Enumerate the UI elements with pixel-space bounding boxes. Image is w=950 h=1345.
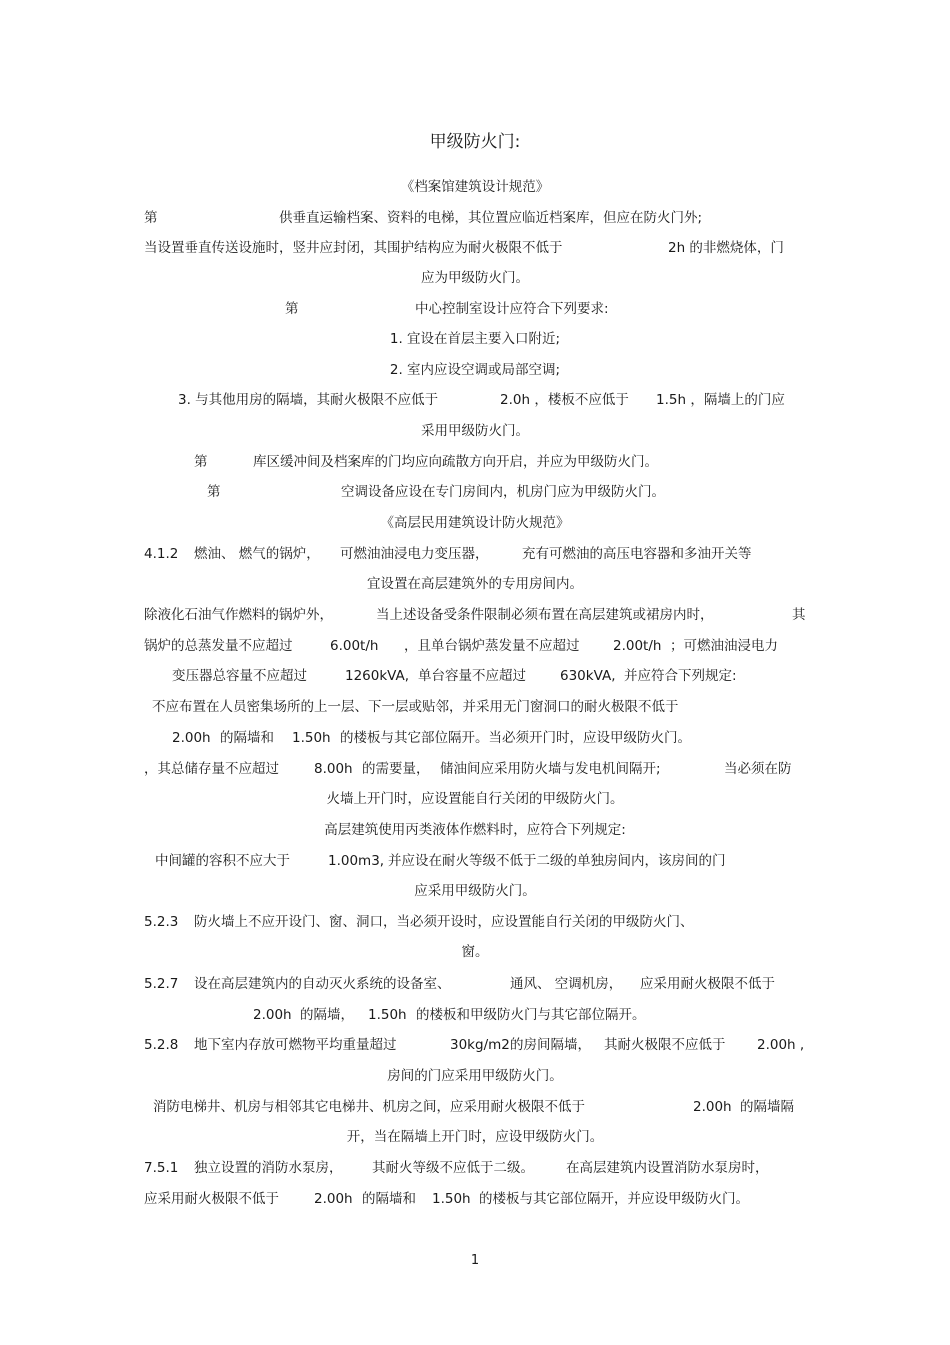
paragraph-text: 的隔墙和 xyxy=(220,730,274,746)
paragraph-text: 开，当在隔墙上开门时，应设甲级防火门。 xyxy=(346,1129,604,1145)
clause-number: 4.1.2 xyxy=(144,546,179,562)
paragraph-text: 30kg/m2 xyxy=(450,1037,510,1053)
paragraph-text: 窗。 xyxy=(461,944,489,960)
paragraph-text: 变压器总容量不应超过 xyxy=(172,668,307,684)
paragraph-text: 当上述设备受条件限制必须布置在高层建筑或裙房内时， xyxy=(376,607,714,623)
paragraph-text: 房间的门应采用甲级防火门。 xyxy=(387,1068,563,1084)
paragraph-text: 储油间应采用防火墙与发电机间隔开; xyxy=(440,761,661,777)
paragraph-text: 在高层建筑内设置消防水泵房时， xyxy=(566,1160,769,1176)
paragraph-text: 其 xyxy=(792,607,806,623)
paragraph-text: 2.00h , xyxy=(757,1037,805,1053)
paragraph-text: 供垂直运输档案、资料的电梯，其位置应临近档案库，但应在防火门外; xyxy=(279,210,703,226)
section-title-archive-code: 《档案馆建筑设计规范》 xyxy=(400,179,550,195)
paragraph-text: 1.50h xyxy=(432,1191,471,1207)
clause-number: 7.5.1 xyxy=(144,1160,179,1176)
clause-number: 5.2.8 xyxy=(144,1037,179,1053)
paragraph-text: 应采用耐火极限不低于 xyxy=(640,976,775,992)
paragraph-text: 6.00t/h xyxy=(330,638,379,654)
paragraph-text: 的楼板与其它部位隔开。当必须开门时，应设甲级防火门。 xyxy=(340,730,691,746)
paragraph-text: 可燃油油浸电力变压器， xyxy=(340,546,489,562)
paragraph-text: 其耐火等级不应低于二级。 xyxy=(372,1160,534,1176)
clause-label: 第 xyxy=(207,484,221,500)
paragraph-text: 1.00m3, xyxy=(328,853,385,869)
paragraph-text: 独立设置的消防水泵房， xyxy=(194,1160,343,1176)
paragraph-text: 2h 的非燃烧体，门 xyxy=(668,240,784,256)
paragraph-text: 应为甲级防火门。 xyxy=(421,270,529,286)
paragraph-text: 的隔墙隔 xyxy=(740,1099,794,1115)
paragraph-text: 宜设置在高层建筑外的专用房间内。 xyxy=(367,576,583,592)
clause-label: 第 xyxy=(144,210,158,226)
paragraph-text: 的楼板与其它部位隔开，并应设甲级防火门。 xyxy=(479,1191,749,1207)
list-item: 1. 宜设在首层主要入口附近; xyxy=(389,331,561,347)
paragraph-text: 1.50h xyxy=(368,1007,407,1023)
page-title: 甲级防火门: xyxy=(429,132,521,152)
paragraph-text: 中心控制室设计应符合下列要求: xyxy=(415,301,609,317)
paragraph-text: 充有可燃油的高压电容器和多油开关等 xyxy=(522,546,752,562)
paragraph-text: 消防电梯井、机房与相邻其它电梯井、机房之间，应采用耐火极限不低于 xyxy=(153,1099,585,1115)
paragraph-text: 630kVA, xyxy=(560,668,616,684)
paragraph-text: 应采用耐火极限不低于 xyxy=(144,1191,279,1207)
paragraph-text: 1260kVA, xyxy=(345,668,410,684)
paragraph-text: 并应符合下列规定: xyxy=(624,668,737,684)
paragraph-text: 2.00h xyxy=(314,1191,353,1207)
paragraph-text: 2.00t/h xyxy=(613,638,662,654)
paragraph-text: 的房间隔墙， xyxy=(510,1037,591,1053)
paragraph-text: 燃油、 燃气的锅炉， xyxy=(194,546,320,562)
list-item: 1.5h ，隔墙上的门应 xyxy=(656,392,785,408)
paragraph-text: 的隔墙， xyxy=(300,1007,354,1023)
paragraph-text: 2.00h xyxy=(693,1099,732,1115)
paragraph-text: 空调设备应设在专门房间内，机房门应为甲级防火门。 xyxy=(341,484,665,500)
paragraph-text: 通风、 空调机房， xyxy=(510,976,623,992)
paragraph-text: 并应设在耐火等级不低于二级的单独房间内，该房间的门 xyxy=(388,853,726,869)
clause-label: 第 xyxy=(285,301,299,317)
paragraph-text: 地下室内存放可燃物平均重量超过 xyxy=(194,1037,397,1053)
paragraph-text: 除液化石油气作燃料的锅炉外， xyxy=(144,607,333,623)
paragraph-text: ，且单台锅炉蒸发量不应超过 xyxy=(404,638,580,654)
section-title-highrise-code: 《高层民用建筑设计防火规范》 xyxy=(380,515,570,531)
paragraph-text: 库区缓冲间及档案库的门均应向疏散方向开启，并应为甲级防火门。 xyxy=(253,454,658,470)
paragraph-text: 2.00h xyxy=(253,1007,292,1023)
paragraph-text: 1.50h xyxy=(292,730,331,746)
page-number: 1 xyxy=(470,1253,480,1268)
paragraph-text: 单台容量不应超过 xyxy=(418,668,526,684)
paragraph-text: 采用甲级防火门。 xyxy=(421,423,529,439)
paragraph-text: 应采用甲级防火门。 xyxy=(414,883,536,899)
list-item: 3. 与其他用房的隔墙，其耐火极限不应低于 xyxy=(178,392,439,408)
paragraph-text: 锅炉的总蒸发量不应超过 xyxy=(144,638,293,654)
paragraph-text: 设在高层建筑内的自动灭火系统的设备室、 xyxy=(194,976,451,992)
paragraph-text: 8.00h xyxy=(314,761,353,777)
paragraph-text: 的需要量， xyxy=(362,761,430,777)
paragraph-text: ；可燃油油浸电力 xyxy=(670,638,778,654)
paragraph-text: ，其总储存量不应超过 xyxy=(144,761,279,777)
paragraph-text: 火墙上开门时，应设置能自行关闭的甲级防火门。 xyxy=(326,791,624,807)
list-item: 2. 室内应设空调或局部空调; xyxy=(389,362,561,378)
clause-number: 5.2.7 xyxy=(144,976,179,992)
list-item: 2.0h ，楼板不应低于 xyxy=(500,392,629,408)
paragraph-text: 中间罐的容积不应大于 xyxy=(155,853,290,869)
paragraph-text: 当设置垂直传送设施时，竖井应封闭，其围护结构应为耐火极限不低于 xyxy=(144,240,563,256)
paragraph-text: 高层建筑使用丙类液体作燃料时，应符合下列规定: xyxy=(324,822,626,838)
paragraph-text: 防火墙上不应开设门、窗、洞口，当必须开设时，应设置能自行关闭的甲级防火门、 xyxy=(194,914,694,930)
paragraph-text: 2.00h xyxy=(172,730,211,746)
clause-label: 第 xyxy=(194,454,208,470)
paragraph-text: 其耐火极限不应低于 xyxy=(604,1037,726,1053)
paragraph-text: 不应布置在人员密集场所的上一层、下一层或贴邻，并采用无门窗洞口的耐火极限不低于 xyxy=(152,699,679,715)
clause-number: 5.2.3 xyxy=(144,914,179,930)
paragraph-text: 的隔墙和 xyxy=(362,1191,416,1207)
paragraph-text: 的楼板和甲级防火门与其它部位隔开。 xyxy=(416,1007,646,1023)
paragraph-text: 当必须在防 xyxy=(724,761,792,777)
